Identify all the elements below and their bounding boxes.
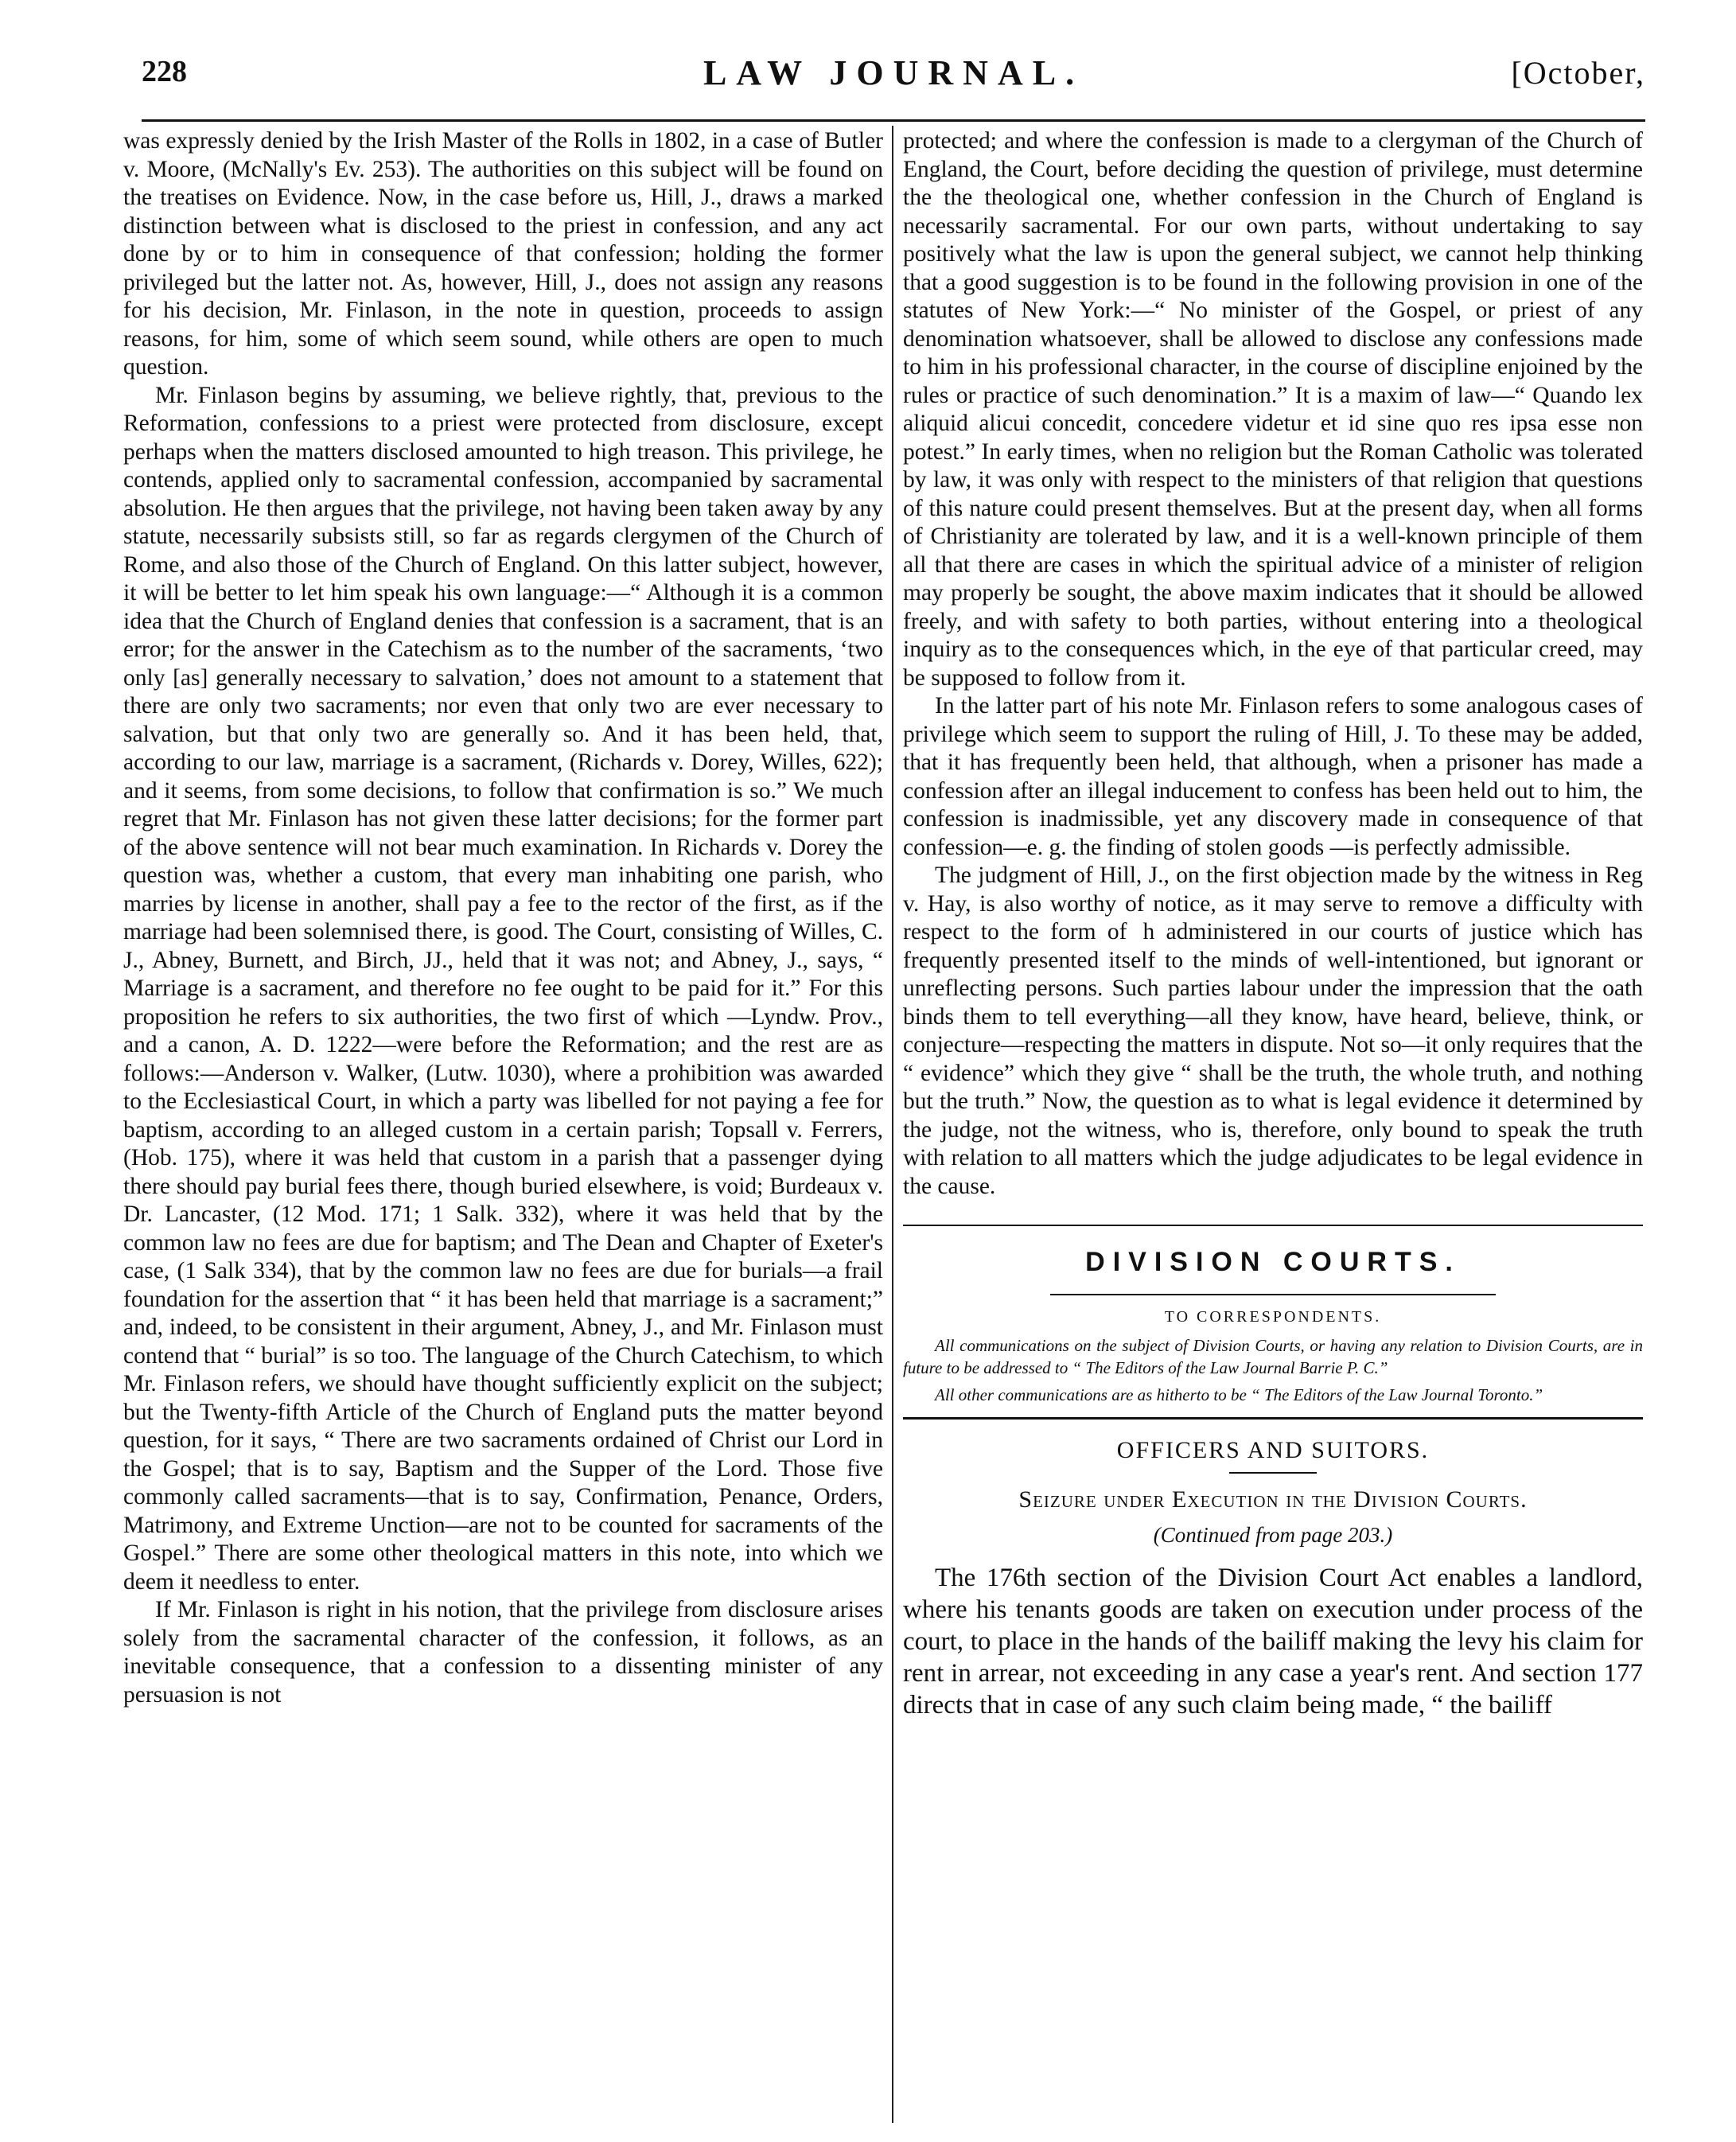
journal-title: LAW JOURNAL. xyxy=(703,53,1084,92)
left-paragraph-2: Mr. Finlason begins by assuming, we believe rightly, that, previous to the Reformation, confessions to a priest were protected from disclosure, except perhaps when the matters disclosed amounted to high treason. This privilege, he contends, applied only to sacramental confession, accompanied by sacramental absolution. He then argues that the privilege, not having been taken away by any statute, necessarily subsists still, so far as regards clergymen of the Church of Rome, and also those of the Church of England. On this latter subject, however, it will be better to let him speak his own language:—“ Although it is a common idea that the Church of England denies that confession is a sacrament, that is an error; for the answer in the Catechism as to the number of the sacraments, ‘two only [as] generally necessary to salvation,’ does not amount to a statement that there are only two sacraments; nor even that only two are ever necessary to salvation, but that only two are generally so. And it has been held, that, according to our law, marriage is a sacrament, (Richards v. Dorey, Willes, 622); and it seems, from some decisions, to follow that confirmation is so.” We much regret that Mr. Finlason has not given these latter decisions; for the former part of the above sentence will not bear much examination. In Richards v. Dorey the question was, whether a custom, that every man inhabiting one parish, who marries by license in another, shall pay a fee to the rector of the first, as if the marriage had been solemnised there, is good. The Court, consisting of Willes, C. J., Abney, Burnett, and Birch, JJ., held that it was not; and Abney, J., says, “ Marriage is a sacrament, and therefore no fee ought to be paid for it.” For this proposition he refers to six authorities, the two first of which —Lyndw. Prov., and a canon, A. D. 1222—were before the Reformation; and the rest are as follows:—Anderson v. Walker, (Lutw. 1030), where a prohibition was awarded to the Ecclesiastical Court, in which a party was libelled for not paying a fee for baptism, according to an alleged custom in a certain parish; Topsall v. Ferrers, (Hob. 175), where it was held that custom in a parish that a passenger dying there should pay burial fees there, though buried elsewhere, is void; Burdeaux v. Dr. Lancaster, (12 Mod. 171; 1 Salk. 332), where it was held that by the common law no fees are due for baptism; and The Dean and Chapter of Exeter's case, (1 Salk 334), that by the common law no fees are due for burials—a frail foundation for the assertion that “ it has been held that marriage is a sacrament;” and, indeed, to be consistent in their argument, Abney, J., and Mr. Finlason must contend that “ burial” is so too. The language of the Church Catechism, to which Mr. Finlason refers, we should have thought sufficiently explicit on the subject; but the Twenty-fifth Article of the Church of England puts the matter beyond question, for it says, “ There are two sacraments ordained of Christ our Lord in the Gospel; that is to say, Baptism and the Supper of the Lord. Those five commonly called sacraments—that is to say, Confirmation, Penance, Orders, Matrimony, and Extreme Unction—are not to be counted for sacraments of the Gospel.” There are some other theological matters in this note, into which we deem it needless to enter. xyxy=(123,382,883,1595)
section-rule-full xyxy=(903,1417,1643,1420)
left-paragraph-1: was expressly denied by the Irish Master of the Rolls in 1802, in a case of Butler v. Moore, (McNally's Ev. 253). The authorities on this subject will be found on the treatises on Evidence. Now, in the case before us, Hill, J., draws a marked distinction between what is disclosed to the priest in confession, and any act done by or to him in consequence of that confession; holding the former privileged but the latter not. As, however, Hill, J., does not assign any reasons for his decision, Mr. Finlason, in the note in question, proceeds to assign reasons, for him, some of which seem sound, while others are open to much question. xyxy=(123,128,883,380)
division-courts-section xyxy=(903,1225,1643,1721)
division-courts-title: DIVISION COURTS. xyxy=(1085,1247,1461,1277)
right-paragraph-2: In the latter part of his note Mr. Finlason refers to some analogous cases of privilege which seem to support the ruling of Hill, J. To these may be added, that it has frequently been held, that although, when a prisoner has made a confession after an illegal inducement to confess has been held out to him, the confession is inadmissible, yet any discovery made in consequence of that confession—e. g. the finding of stolen goods —is perfectly admissible. xyxy=(903,693,1643,860)
officers-suitors-title: OFFICERS AND SUITORS. xyxy=(1116,1437,1430,1463)
correspondents-note-1: All communications on the subject of Division Courts, or having any relation to Division Courts, are in future to be addressed to “ The Editors of the Law Journal Barrie P. C.” xyxy=(903,1336,1643,1377)
header-rule xyxy=(142,119,1645,122)
seizure-title: Seizure under Execution in the Division Courts. xyxy=(1018,1486,1528,1513)
division-courts-body: The 176th section of the Division Court Act enables a landlord, where his tenants goods are taken on execution under process of the court, to place in the hands of the bailiff making the levy his claim for rent in arrear, not exceeding in any case a year's rent. And section 177 directs that in case of any such claim being made, “ the bailiff xyxy=(903,1564,1643,1719)
page-number: 228 xyxy=(142,55,187,88)
small-rule xyxy=(1229,1472,1317,1474)
column-divider xyxy=(892,126,893,2123)
correspondents-note-2: All other communications are as hitherto to be “ The Editors of the Law Journal Toronto.” xyxy=(935,1385,1543,1404)
continued-note: (Continued from page 203.) xyxy=(1153,1523,1393,1547)
right-paragraph-1: protected; and where the confession is made to a clergyman of the Church of England, the Court, before deciding the question of privilege, must determine the the theological one, whether confession in the Church of England is necessarily sacramental. For our own parts, without undertaking to say positively what the law is upon the general subject, we cannot help thinking that a good suggestion is to be found in the following provision in one of the statutes of New York:—“ No minister of the Gospel, or priest of any denomination whatsoever, shall be allowed to disclose any confessions made to him in his professional character, in the course of discipline enjoined by the rules or practice of such denomination.” It is a maxim of law—“ Quando lex aliquid alicui concedit, concedere videtur et id sine quo res ipsa esse non potest.” In early times, when no religion but the Roman Catholic was tolerated by law, it was only with respect to the ministers of that religion that questions of this nature could present themselves. But at the present day, when all forms of Christianity are tolerated by law, and it is a well-known principle of them all that there are cases in which the spiritual advice of a minister of religion may properly be sought, the above maxim indicates that it should be allowed freely, and with safety to both parties, without entering into a theological inquiry as to the consequences which, in the eye of that particular creed, may be supposed to follow from it. xyxy=(903,128,1643,691)
section-rule xyxy=(1050,1294,1496,1295)
left-paragraph-3: If Mr. Finlason is right in his notion, that the privilege from disclosure arises solely from the sacramental character of the confession, it follows, as an inevitable consequence, that a confession to a dissenting minister of any persuasion is not xyxy=(123,1597,883,1708)
right-column xyxy=(903,127,1643,2117)
month-label: [October, xyxy=(1511,55,1645,91)
left-column xyxy=(123,127,883,2117)
to-correspondents-title: TO CORRESPONDENTS. xyxy=(1164,1308,1382,1326)
page-header xyxy=(142,49,1645,113)
right-paragraph-3: The judgment of Hill, J., on the first objection made by the witness in Reg v. Hay, is also worthy of notice, as it may serve to remove a difficulty with respect to the form of h administered in our courts of justice which has frequently presented itself to the minds of well-intentioned, but ignorant or unreflecting persons. Such parties labour under the impression that the oath binds them to tell everything—all they know, have heard, believe, think, or conjecture—respecting the matters in dispute. Not so—it only requires that the “ evidence” which they give “ shall be the truth, the whole truth, and nothing but the truth.” Now, the question as to what is legal evidence it determined by the judge, not the witness, who is, therefore, only bound to speak the truth with relation to all matters which the judge adjudicates to be legal evidence in the cause. xyxy=(903,863,1643,1199)
